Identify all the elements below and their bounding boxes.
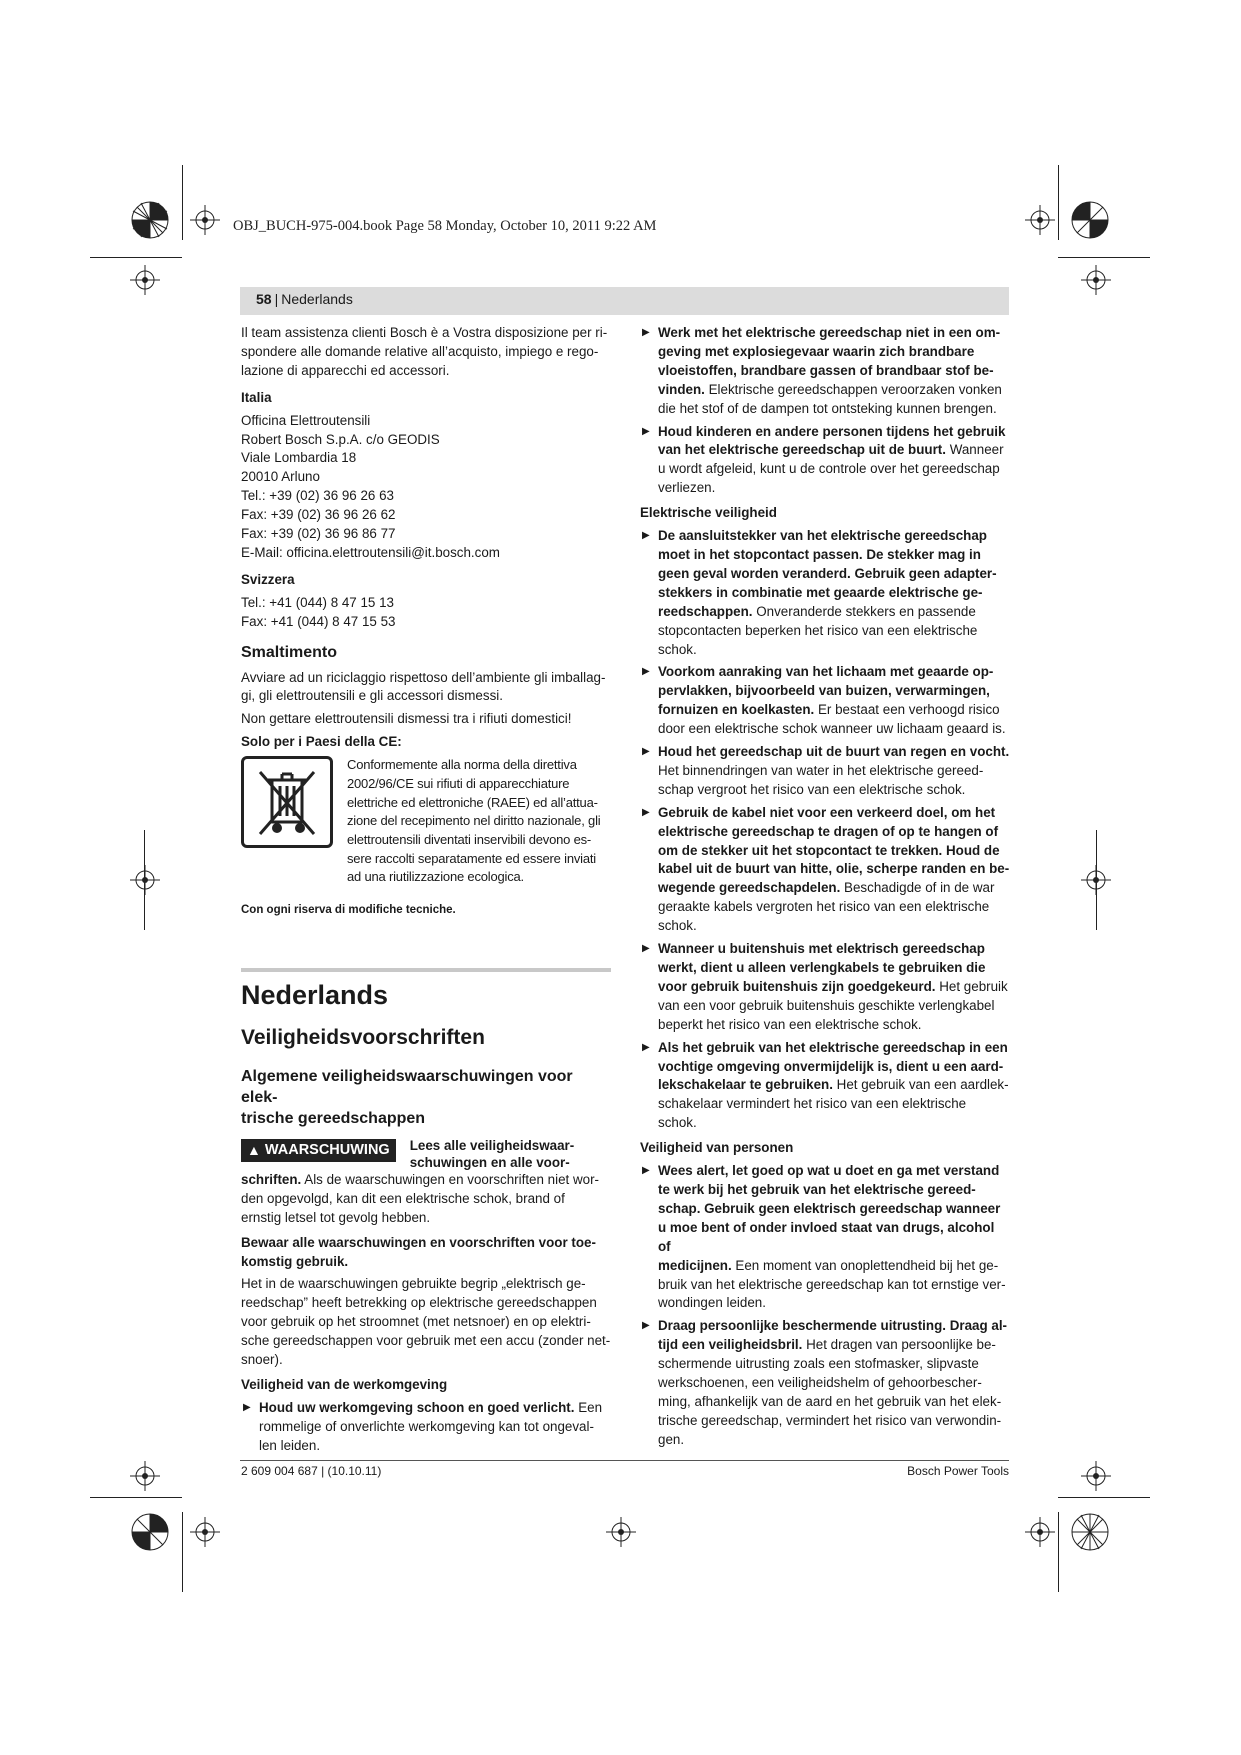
workplace-label: Veiligheid van de werkomgeving (241, 1377, 448, 1393)
crosshair-mark-bottom-center (606, 1517, 636, 1547)
crop-line (90, 257, 182, 258)
italia-address: Officina Elettroutensili Robert Bosch S.p.A. c/o GEODIS Viale Lombardia 18 20010 Arluno Tel.: +39 (02) 36 96 26 63 Fax: +39 (02) 36 96 26 62 Fax: +39 (02) 36 96 86 77 E-Mail: officina.elettroutensili@it.bosch.com (241, 412, 500, 560)
bullet-text: Het gebruik van een voor gebruik buitenshuis geschikte verlengkabel beperkt het risico van een elektrische schok. (658, 978, 1008, 1032)
registration-mark-bottom-left (130, 1512, 170, 1552)
bullet-bold: Wanneer u buitenshuis met elektrisch gereedschap werkt, dient u alleen verlengkabels te gebruiken die voor gebruik buitenshuis zijn goedgekeurd. (658, 941, 986, 994)
bullet-text: Het dragen van persoonlijke be- schermende uitrusting zoals een stofmasker, slipvaste werkschoenen, een veiligheidshelm of gehoorbescher- ming, afhankelijk van de aard en het gebruik van het elek- trische gereedschap, vermindert het risico van verwondin- gen. (658, 1337, 1002, 1447)
bullet-arrow-icon: ▶ (243, 1401, 251, 1413)
bullet-bold: Houd uw werkomgeving schoon en goed verlicht. (259, 1399, 575, 1415)
bullet-bold: Werk met het elektrische gereedschap niet in een om- geving met explosiegevaar waarin zich brandbare vloeistoffen, brandbare gassen of brandbaar stof be- vinden. (658, 325, 1001, 397)
warning-rest: Als de waarschuwingen en voorschriften niet wor- den opgevolgd, kan dit een elektrische schok, brand of ernstig letsel tot gevolg hebben. (241, 1171, 600, 1225)
bullet-text: Beschadigde of in de war geraakte kabels vergroten het risico van een elektrische schok. (658, 880, 995, 934)
header-language: Nederlands (281, 291, 353, 307)
crosshair-mark-top-left (190, 205, 220, 235)
crosshair-mark-lower-left (130, 1461, 160, 1491)
warning-badge-label: WAARSCHUWING (264, 1141, 390, 1158)
crop-line (1058, 257, 1150, 258)
list-item (640, 940, 1010, 1035)
bullet-text: Onveranderde stekkers en passende stopcontacten beperken het risico van een elektrische schok. (658, 603, 978, 657)
crop-line (1058, 165, 1059, 240)
bullet-text: Het gebruik van een aardlek- schakelaar vermindert het risico van een elektrische schok. (658, 1077, 1009, 1131)
registration-mark-bottom-right (1070, 1512, 1110, 1552)
crop-line (1058, 1512, 1059, 1592)
nl-title: Nederlands (241, 979, 389, 1010)
footer-brand: Bosch Power Tools (907, 1464, 1009, 1478)
italia-label: Italia (241, 389, 272, 405)
workplace-bullets-right (640, 324, 1010, 498)
warning-bold-text: Lees alle veiligheidswaar- schuwingen en alle voor- (409, 1137, 575, 1170)
registration-mark-top-left (130, 200, 170, 240)
crop-line (182, 1512, 183, 1592)
electrical-bullets (640, 527, 1010, 1133)
left-column (241, 324, 611, 1460)
crosshair-mark-bottom-left (190, 1517, 220, 1547)
bullet-arrow-icon: ▶ (642, 530, 650, 542)
page-header-bar (240, 287, 1009, 315)
bullet-text: Het binnendringen van water in het elektrische gereed- schap vergroot het risico van een elektrische schok. (658, 762, 984, 797)
list-item (640, 1039, 1010, 1134)
print-info: OBJ_BUCH-975-004.book Page 58 Monday, October 10, 2011 9:22 AM (233, 218, 657, 234)
weee-text: Conformemente alla norma della direttiva 2002/96/CE sui rifiuti di apparecchiature elettriche ed elettroniche (RAEE) ed all’attua- zione del recepimento nel diritto nazionale, gli elettroutensili diventati inservibili devono es- sere raccolti separatamente ed essere inviati ad una riutilizzazione ecologica. (347, 757, 601, 885)
bullet-text: Een rommelige of onverlichte werkomgeving kan tot ongeval- len leiden. (259, 1399, 603, 1453)
bullet-bold: Als het gebruik van het elektrische gereedschap in een vochtige omgeving onvermijdelijk is, dient u een aard- lekschakelaar te gebruiken. (658, 1039, 1008, 1093)
crosshair-mark-middle-left (130, 865, 160, 895)
smaltimento-paragraph-2: Non gettare elettroutensili dismessi tra i rifiuti domestici! (241, 711, 572, 727)
warning-badge (241, 1139, 396, 1162)
list-item (640, 663, 1010, 739)
crosshair-mark-bottom-right (1025, 1517, 1055, 1547)
bullet-arrow-icon: ▶ (642, 425, 650, 437)
crop-line (144, 830, 145, 930)
crosshair-mark-lower-right (1081, 1461, 1111, 1491)
bullet-text: Er bestaat een verhoogd risico door een elektrische schok wanneer uw lichaam geaard is. (658, 702, 1006, 737)
right-column (640, 324, 1010, 1454)
bullet-bold: Draag persoonlijke beschermende uitrusting. Draag al- tijd een veiligheidsbril. (658, 1318, 1007, 1353)
bullet-arrow-icon: ▶ (642, 746, 650, 758)
list-item (640, 804, 1010, 936)
svizzera-address: Tel.: +41 (044) 8 47 15 13 Fax: +41 (044) 8 47 15 53 (241, 594, 396, 629)
footer-rule (240, 1460, 1009, 1461)
ce-label: Solo per i Paesi della CE: (241, 734, 402, 750)
bullet-bold: Voorkom aanraking van het lichaam met geaarde op- pervlakken, bijvoorbeeld van buizen, verwarmingen, fornuizen en koelkasten. (658, 664, 994, 718)
smaltimento-paragraph: Avviare ad un riciclaggio rispettoso dell’ambiente gli imballag- gi, gli elettroutensili e gli accessori dismessi. (241, 669, 606, 704)
crosshair-mark-top-right (1025, 205, 1055, 235)
keep-instructions: Bewaar alle waarschuwingen en voorschriften voor toe- komstig gebruik. (241, 1234, 596, 1269)
crop-line (1096, 830, 1097, 930)
warning-paragraph (241, 1171, 611, 1228)
persons-label: Veiligheid van personen (640, 1140, 794, 1156)
bullet-arrow-icon: ▶ (642, 806, 650, 818)
bullet-arrow-icon: ▶ (642, 1320, 650, 1332)
persons-bullets (640, 1162, 1010, 1450)
bullet-arrow-icon: ▶ (642, 1041, 650, 1053)
list-item (640, 743, 1010, 800)
bullet-bold: De aansluitstekker van het elektrische gereedschap moet in het stopcontact passen. De stekker mag in geen geval worden veranderd. Gebruik geen adapter- stekkers in combinatie met geaarde elektrische ge- reedschappen. (658, 528, 997, 619)
bullet-bold: Wees alert, let goed op wat u doet en ga met verstand te werk bij het gebruik van het elektrische gereed- schap. Gebruik geen elektrisch gereedschap wanneer u moe bent of onder invloed staat van drugs, alcohol of medicijnen. (658, 1163, 1001, 1273)
bullet-text: Wanneer u wordt afgeleid, kunt u de controle over het gereedschap verliezen. (658, 442, 1004, 496)
list-item (640, 423, 1010, 499)
list-item (241, 1399, 611, 1456)
reserve-note: Con ogni riserva di modifiche tecniche. (241, 904, 456, 917)
smaltimento-heading: Smaltimento (241, 643, 338, 661)
warning-triangle-icon: ▲ (247, 1141, 261, 1158)
weee-block (241, 756, 611, 887)
warning-row (241, 1137, 611, 1171)
list-item (640, 527, 1010, 659)
header-separator: | (274, 291, 279, 307)
page-header (256, 291, 353, 307)
bullet-text: Een moment van onoplettendheid bij het ge- bruik van het elektrische gereedschap kan tot ernstige ver- wondingen leiden. (658, 1257, 1006, 1311)
footer-code: 2 609 004 687 | (10.10.11) (241, 1464, 382, 1478)
bullet-arrow-icon: ▶ (642, 666, 650, 678)
bullet-arrow-icon: ▶ (642, 1165, 650, 1177)
bullet-bold: Houd het gereedschap uit de buurt van regen en vocht. (658, 744, 1010, 760)
intro-paragraph: Il team assistenza clienti Bosch è a Vostra disposizione per ri- spondere alle domande relative all’acquisto, impiego e rego- lazione di apparecchi ed accessori. (241, 325, 608, 378)
bullet-bold: Gebruik de kabel niet voor een verkeerd doel, om het elektrische gereedschap te dragen of op te hangen of om de stekker uit het stopcontact te trekken. Houd de kabel uit de buurt van hitte, olie, scherpe randen en be- wegende gereedschapdelen. (658, 804, 1010, 896)
workplace-bullets-left (241, 1399, 611, 1456)
bullet-text: Elektrische gereedschappen veroorzaken vonken die het stof of de dampen tot ontsteking kunnen brengen. (658, 381, 1002, 416)
section-divider (241, 968, 611, 972)
crosshair-mark-upper-left (130, 265, 160, 295)
crop-line (182, 165, 183, 240)
electrical-label: Elektrische veiligheid (640, 505, 777, 521)
safety-title: Veiligheidsvoorschriften (241, 1025, 485, 1049)
weee-bin-icon (241, 756, 333, 848)
crosshair-mark-upper-right (1081, 265, 1111, 295)
page-number: 58 (256, 291, 272, 307)
list-item (640, 324, 1010, 419)
bullet-arrow-icon: ▶ (642, 943, 650, 955)
list-item (640, 1162, 1010, 1313)
registration-mark-top-right (1070, 200, 1110, 240)
bullet-arrow-icon: ▶ (642, 327, 650, 338)
bullet-bold: Houd kinderen en andere personen tijdens het gebruik van het elektrische gereedschap uit de buurt. (658, 423, 1006, 458)
term-paragraph: Het in de waarschuwingen gebruikte begrip „elektrisch ge- reedschap” heeft betrekking op elektrische gereedschappen voor gebruik op het stroomnet (met netsnoer) en op elektri- sche gereedschappen voor gebruik met een accu (zonder net- snoer). (241, 1276, 611, 1368)
crop-line (90, 1497, 182, 1498)
general-warnings-heading: Algemene veiligheidswaarschuwingen voor elek- trische gereedschappen (241, 1067, 573, 1127)
list-item (640, 1317, 1010, 1449)
warning-bold-continuation: schriften. (241, 1171, 302, 1187)
svizzera-label: Svizzera (241, 571, 295, 587)
crop-line (1058, 1497, 1150, 1498)
